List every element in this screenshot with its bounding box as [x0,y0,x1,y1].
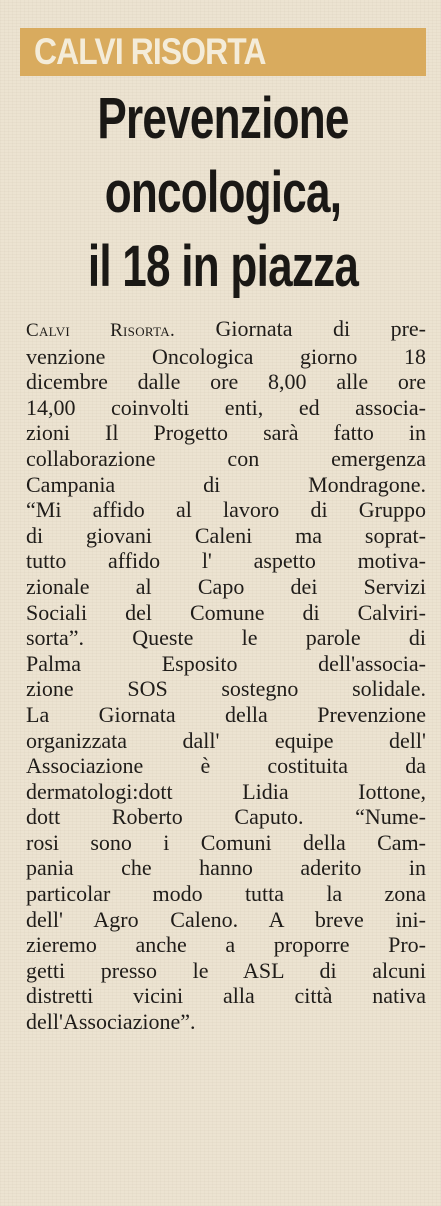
article-line-text: Giornata di pre- [215,316,427,341]
article-line: La Giornata della Prevenzione [26,701,426,727]
article-line: zione SOS sostegno solidale. [26,676,426,702]
headline-line: il 18 in piazza [87,234,359,299]
article-line: Palma Esposito dell'associa- [26,650,426,676]
article-line: zionale al Capo dei Servizi [26,573,426,599]
article-line: rosi sono i Comuni della Cam- [26,829,426,855]
article-line: pania che hanno aderito in [26,855,426,881]
article-line: “Mi affido al lavoro di Gruppo [26,497,426,523]
article-line [26,316,426,344]
article-line: Associazione è costituita da [26,753,426,779]
article-line: zioni Il Progetto sarà fatto in [26,420,426,446]
article-line: getti presso le ASL di alcuni [26,957,426,983]
article-line: distretti vicini alla città nativa [26,983,426,1009]
article-line: dell'Associazione”. [26,1009,196,1035]
headline-line: Prevenzione [97,86,349,151]
article-line: Campania di Mondragone. [26,471,426,497]
article-line: dell' Agro Caleno. A breve ini- [26,906,426,932]
article-line: zieremo anche a proporre Pro- [26,932,426,958]
article-line: tutto affido l' aspetto motiva- [26,548,426,574]
article-line: sorta”. Queste le parole di [26,625,426,651]
article-line: collaborazione con emergenza [26,445,426,471]
article-body [26,316,426,1035]
article-line: dermatologi:dott Lidia Iottone, [26,778,426,804]
article-line: organizzata dall' equipe dell' [26,727,426,753]
article-line: dott Roberto Caputo. “Nume- [26,804,426,830]
article-line: particolar modo tutta la zona [26,881,426,907]
section-kicker: CALVI RISORTA [34,31,266,72]
article-line: di giovani Caleni ma soprat- [26,522,426,548]
article-line: Sociali del Comune di Calviri- [26,599,426,625]
headline-line: oncologica, [104,160,342,225]
headline [20,82,426,304]
article-line: dicembre dalle ore 8,00 alle ore [26,369,426,395]
dateline: Calvi Risorta. [26,320,176,341]
article-line: venzione Oncologica giorno 18 [26,343,426,369]
article-line: 14,00 coinvolti enti, ed associa- [26,394,426,420]
